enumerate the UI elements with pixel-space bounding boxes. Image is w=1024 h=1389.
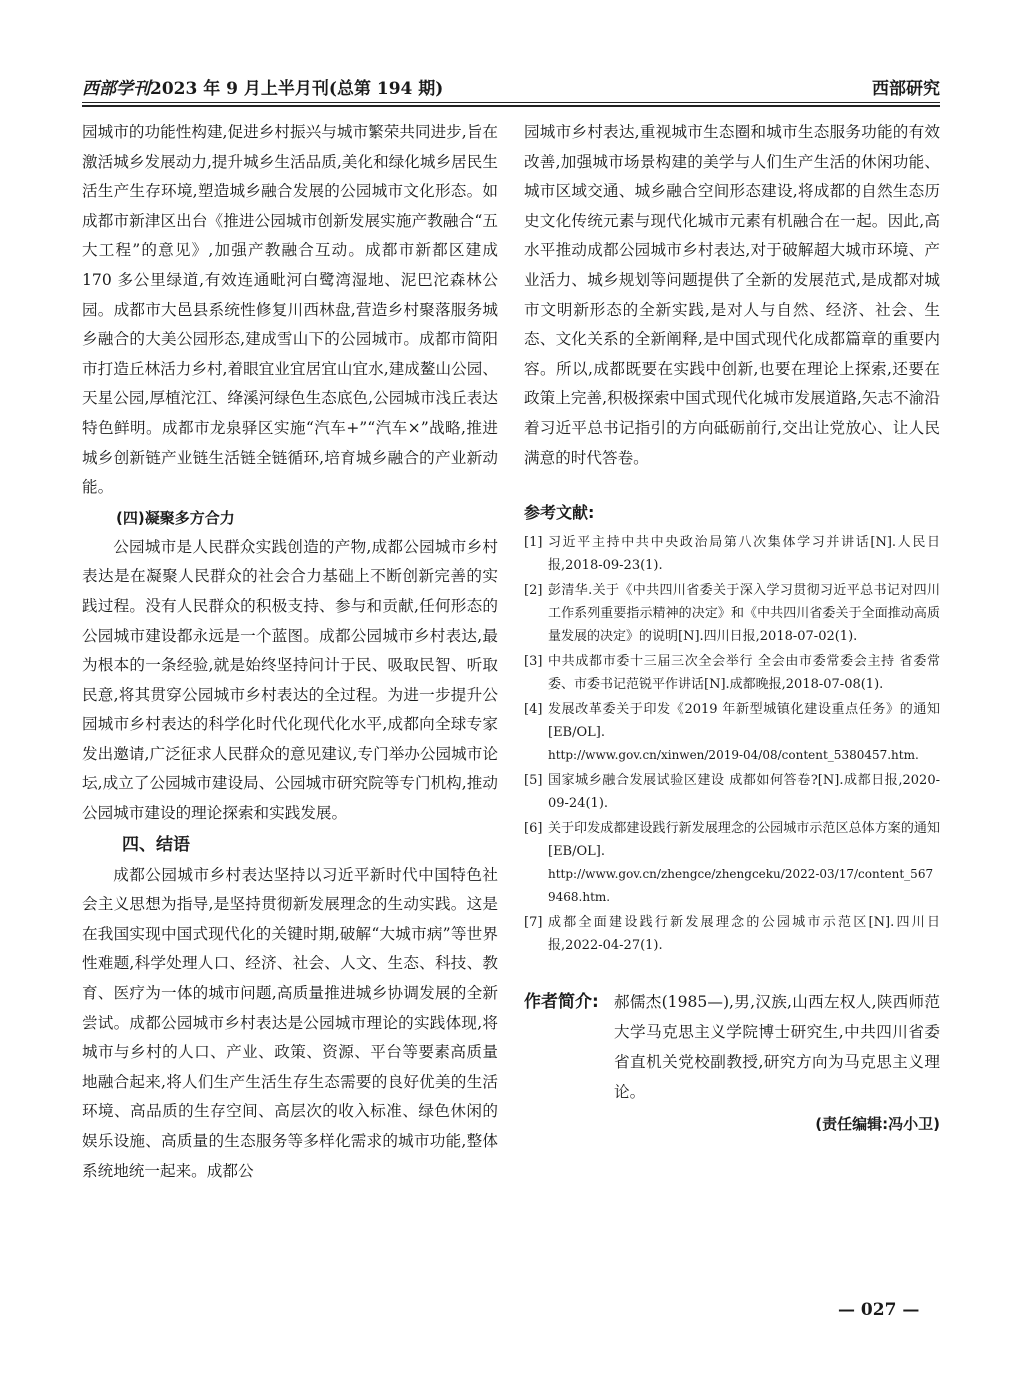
author-bio-label: 作者简介: bbox=[524, 992, 599, 1013]
paragraph: 园城市乡村表达,重视城市生态圈和城市生态服务功能的有效改善,加强城市场景构建的美学与人们生产生活的休闲功能、城市区域交通、城乡融合空间形态建设,将成都的自然生态历史文化传统元素与现代化城市元素有机融合在一起。因此,高水平推动成都公园城市乡村表达,对于破解超大城市环境、产业活力、城乡规划等问题提供了全新的发展范式,是成都对城市文明新形态的全新实践,是对人与自然、经济、社会、生态、文化关系的全新阐释,是中国式现代化成都篇章的重要内容。所以,成都既要在实践中创新,也要在理论上探索,还要在政策上完善,积极探索中国式现代化城市发展道路,矢志不渝沿着习近平总书记指引的方向砥砺前行,交出让党放心、让人民满意的时代答卷。 bbox=[524, 123, 940, 467]
references-list bbox=[524, 531, 940, 957]
subsection-heading: (四)凝聚多方合力 bbox=[116, 508, 235, 527]
reference-url: http://www.gov.cn/xinwen/2019-04/08/content_5380457.htm. bbox=[548, 748, 919, 763]
journal-logo: 西部学刊 bbox=[82, 79, 150, 99]
paragraph: 成都公园城市乡村表达坚持以习近平新时代中国特色社会主义思想为指导,是坚持贯彻新发展理念的生动实践。这是在我国实现中国式现代化的关键时期,破解“大城市病”等世界性难题,科学处理人口、经济、社会、人文、生态、科技、教育、医疗为一体的城市问题,高质量推进城乡协调发展的全新尝试。成都公园城市乡村表达是公园城市理论的实践体现,将城市与乡村的人口、产业、政策、资源、平台等要素高质量地融合起来,将人们生产生活生存生态需要的良好优美的生活环境、高品质的生存空间、高层次的收入标准、绿色休闲的娱乐设施、高质量的生态服务等多样化需求的城市功能,整体系统地统一起来。成都公 bbox=[82, 865, 498, 1180]
reference-text: 习近平主持中共中央政治局第八次集体学习并讲话[N].人民日报,2018-09-23(1). bbox=[548, 535, 940, 574]
journal-issue-line bbox=[82, 74, 443, 99]
reference-number: [4] bbox=[524, 702, 543, 718]
reference-item bbox=[524, 579, 940, 648]
reference-item bbox=[524, 698, 940, 767]
reference-item bbox=[524, 531, 940, 577]
reference-text: 彭清华.关于《中共四川省委关于深入学习贯彻习近平总书记对四川工作系列重要指示精神的决定》和《中共四川省委关于全面推动高质量发展的决定》的说明[N].四川日报,2018-07-02(1). bbox=[548, 583, 940, 645]
left-column bbox=[82, 118, 498, 1186]
author-bio bbox=[524, 987, 940, 1107]
section-heading: 四、结语 bbox=[122, 834, 190, 855]
reference-text: 国家城乡融合发展试验区建设 成都如何答卷?[N].成都日报,2020-09-24(1). bbox=[548, 773, 940, 812]
reference-number: [7] bbox=[524, 915, 543, 931]
reference-number: [6] bbox=[524, 821, 543, 837]
reference-number: [5] bbox=[524, 773, 543, 789]
section-label: 西部研究 bbox=[872, 79, 940, 99]
reference-text: 关于印发成都建设践行新发展理念的公园城市示范区总体方案的通知[EB/OL]. bbox=[548, 821, 940, 860]
reference-item bbox=[524, 911, 940, 957]
reference-item bbox=[524, 769, 940, 815]
paragraph: 公园城市是人民群众实践创造的产物,成都公园城市乡村表达是在凝聚人民群众的社会合力基础上不断创新完善的实践过程。没有人民群众的积极支持、参与和贡献,任何形态的公园城市建设都永远是一个蓝图。成都公园城市乡村表达,最为根本的一条经验,就是始终坚持问计于民、吸取民智、听取民意,将其贯穿公园城市乡村表达的全过程。为进一步提升公园城市乡村表达的科学化时代化现代化水平,成都向全球专家发出邀请,广泛征求人民群众的意见建议,专门举办公园城市论坛,成立了公园城市建设局、公园城市研究院等专门机构,推动公园城市建设的理论探索和实践发展。 bbox=[82, 537, 498, 823]
reference-item bbox=[524, 650, 940, 696]
author-bio-text: 郝儒杰(1985—),男,汉族,山西左权人,陕西师范大学马克思主义学院博士研究生,中共四川省委省直机关党校副教授,研究方向为马克思主义理论。 bbox=[614, 993, 940, 1102]
right-column bbox=[524, 118, 940, 1139]
reference-item bbox=[524, 817, 940, 909]
reference-number: [1] bbox=[524, 535, 543, 551]
reference-text: 成都全面建设践行新发展理念的公园城市示范区[N].四川日报,2022-04-27(1). bbox=[548, 915, 940, 954]
reference-text: 发展改革委关于印发《2019 年新型城镇化建设重点任务》的通知[EB/OL]. bbox=[548, 702, 940, 741]
paragraph: 园城市的功能性构建,促进乡村振兴与城市繁荣共同进步,旨在激活城乡发展动力,提升城乡生活品质,美化和绿化城乡居民生活生产生存环境,塑造城乡融合发展的公园城市文化形态。如成都市新津区出台《推进公园城市创新发展实施产教融合“五大工程”的意见》,加强产教融合互动。成都市新都区建成 170 多公里绿道,有效连通毗河白鹭湾湿地、泥巴沱森林公园。成都市大邑县系统性修复川西林盘,营造乡村聚落服务城乡融合的大美公园形态,建成雪山下的公园城市。成都市简阳市打造丘林活力乡村,着眼宜业宜居宜山宜水,建成鳌山公园、天星公园,厚植沱江、绛溪河绿色生态底色,公园城市浅丘表达特色鲜明。成都市龙泉驿区实施“汽车+”“汽车×”战略,推进城乡创新链产业链生活链全链循环,培育城乡融合的产业新动能。 bbox=[82, 123, 498, 497]
page-number: — 027 — bbox=[838, 1300, 920, 1320]
reference-url: http://www.gov.cn/zhengce/zhengceku/2022-03/17/content_5679468.htm. bbox=[548, 867, 934, 905]
header-rule-thin bbox=[82, 102, 940, 103]
header-rule-thick bbox=[82, 105, 940, 107]
responsible-editor: (责任编辑:冯小卫) bbox=[815, 1115, 940, 1134]
issue-label: 2023 年 9 月上半月刊(总第 194 期) bbox=[150, 79, 444, 99]
references-heading: 参考文献: bbox=[524, 503, 595, 523]
reference-number: [3] bbox=[524, 654, 543, 670]
reference-text: 中共成都市委十三届三次全会举行 全会由市委常委会主持 省委常委、市委书记范锐平作讲话[N].成都晚报,2018-07-08(1). bbox=[548, 654, 940, 693]
running-header bbox=[82, 70, 940, 98]
reference-number: [2] bbox=[524, 583, 543, 599]
